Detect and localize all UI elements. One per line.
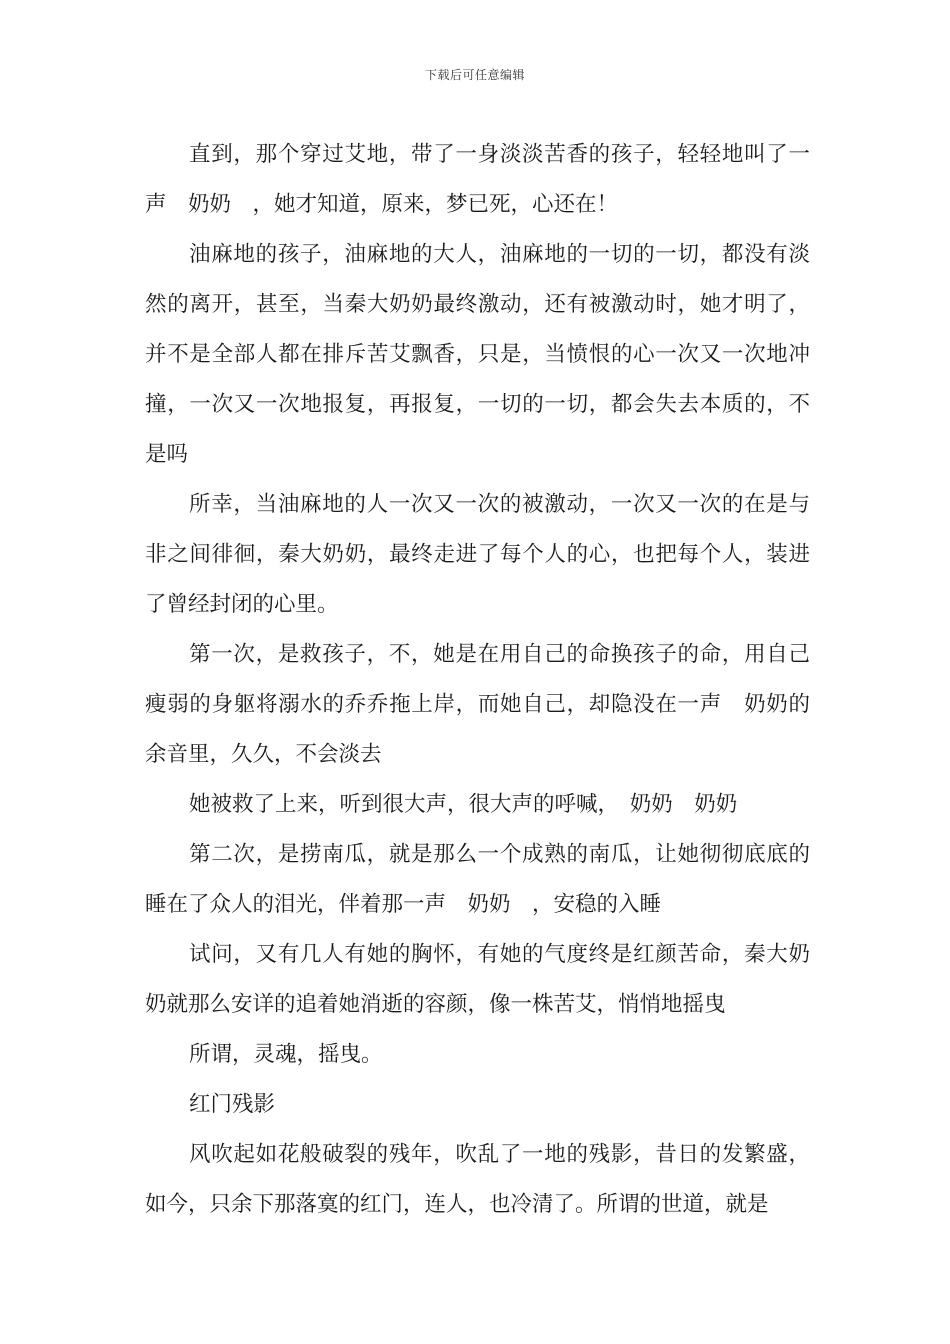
paragraph: 第一次，是救孩子，不，她是在用自己的命换孩子的命，用自己瘦弱的身躯将溺水的乔乔拖上岸，而她自己，却隐没在一声 奶奶的余音里，久久，不会淡去 <box>145 642 810 767</box>
paragraph: 直到，那个穿过艾地，带了一身淡淡苦香的孩子，轻轻地叫了一声 奶奶 ，她才知道，原来，梦已死，心还在！ <box>145 142 810 217</box>
paragraph: 试问，又有几人有她的胸怀，有她的气度终是红颜苦命，秦大奶奶就那么安详的追着她消逝的容颜，像一株苦艾，悄悄地摇曳 <box>145 942 810 1017</box>
paragraph: 油麻地的孩子，油麻地的大人，油麻地的一切的一切，都没有淡然的离开，甚至，当秦大奶奶最终激动，还有被激动时，她才明了，并不是全部人都在排斥苦艾飘香，只是，当愤恨的心一次又一次地冲撞，一次又一次地报复，再报复，一切的一切，都会失去本质的，不是吗 <box>145 242 810 467</box>
page-header: 下载后可任意编辑 <box>424 68 525 82</box>
document-body <box>145 130 810 1230</box>
paragraph: 所幸，当油麻地的人一次又一次的被激动，一次又一次的在是与非之间徘徊，秦大奶奶，最终走进了每个人的心，也把每个人，装进了曾经封闭的心里。 <box>145 492 810 617</box>
paragraph: 她被救了上来，听到很大声，很大声的呼喊， 奶奶 奶奶 <box>189 792 738 817</box>
paragraph: 第二次，是捞南瓜，就是那么一个成熟的南瓜，让她彻彻底底的睡在了众人的泪光，伴着那一声 奶奶 ，安稳的入睡 <box>145 842 810 917</box>
section-heading: 红门残影 <box>189 1092 276 1117</box>
paragraph: 风吹起如花般破裂的残年，吹乱了一地的残影，昔日的发繁盛，如今，只余下那落寞的红门，连人，也冷清了。所谓的世道，就是 <box>145 1142 810 1217</box>
paragraph: 所谓，灵魂，摇曳。 <box>189 1042 383 1067</box>
